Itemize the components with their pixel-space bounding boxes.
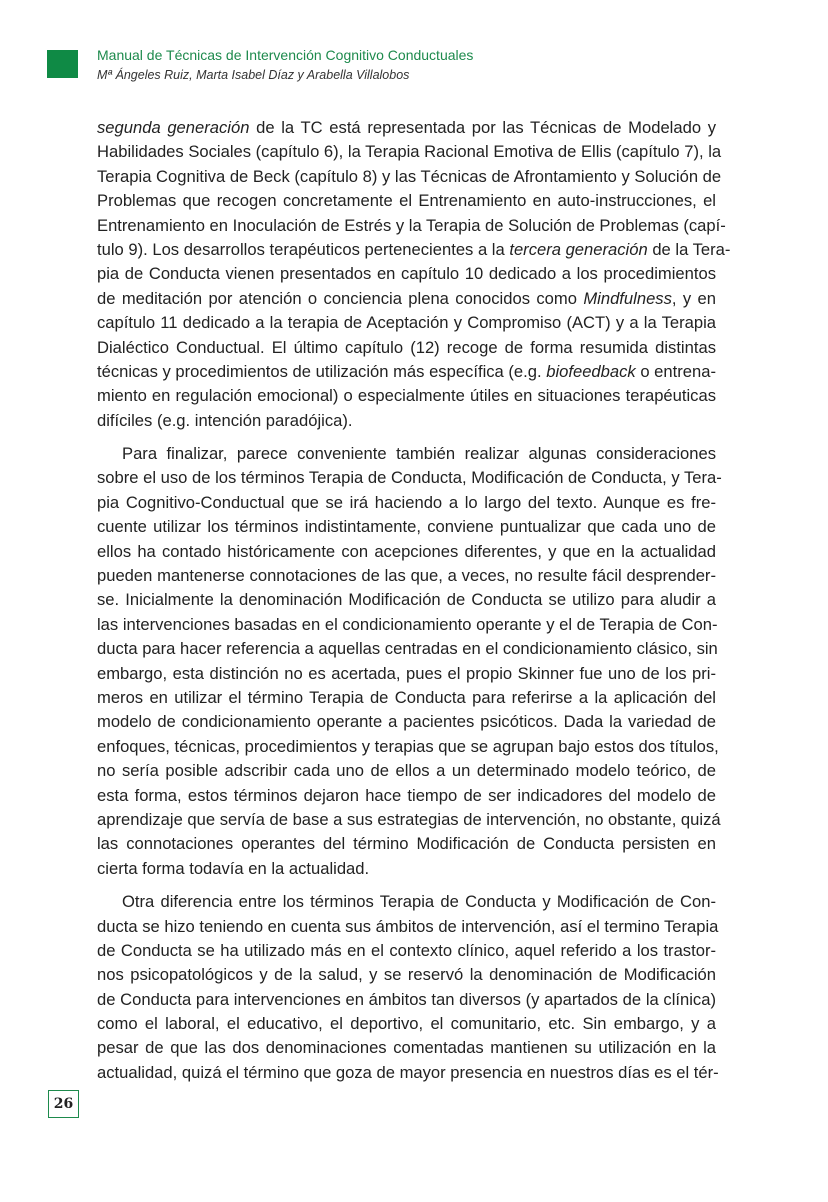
text-line: [97, 540, 716, 564]
body-text: [97, 116, 731, 1094]
text-segment: pia de Conducta vienen presentados en capítulo 10 dedicado a los procedimientos: [97, 264, 716, 284]
text-line: [97, 165, 722, 189]
text-line: [97, 1061, 719, 1085]
text-segment: no sería posible adscribir cada uno de ellos a un determinado modelo teórico, de: [97, 761, 716, 781]
text-line: [97, 963, 716, 987]
text-segment: miento en regulación emocional) o especialmente útiles en situaciones terapéuticas: [97, 386, 716, 406]
text-line: [97, 311, 716, 335]
italic-text: tercera generación: [509, 239, 648, 259]
text-segment: Terapia Cognitiva de Beck (capítulo 8) y las Técnicas de Afrontamiento y Solución de: [97, 166, 722, 186]
text-segment: tulo 9). Los desarrollos terapéuticos pertenecientes a la: [97, 239, 510, 259]
page-number: 26: [48, 1090, 79, 1118]
text-segment: nos psicopatológicos y de la salud, y se reservó la denominación de Modificación: [97, 965, 716, 985]
text-line: [97, 336, 716, 360]
book-authors: Mª Ángeles Ruiz, Marta Isabel Díaz y Arabella Villalobos: [97, 68, 410, 82]
text-line: [97, 287, 716, 311]
text-segment: Otra diferencia entre los términos Terapia de Conducta y Modificación de Con-: [122, 892, 716, 912]
italic-text: segunda generación: [97, 118, 250, 137]
text-line: [97, 710, 716, 734]
text-line: [97, 116, 716, 140]
paragraph: [97, 442, 722, 881]
text-segment: de la TC está representada por las Técnicas de Modelado y: [249, 118, 716, 137]
text-segment: ellos ha contado históricamente con acepciones diferentes, y que en la actualidad: [97, 541, 716, 561]
italic-text: biofeedback: [546, 361, 636, 381]
text-line: [97, 360, 716, 384]
text-segment: sobre el uso de los términos Terapia de Conducta, Modificación de Conducta, y Tera-: [97, 468, 722, 488]
text-segment: o entrena-: [635, 361, 716, 381]
text-segment: enfoques, técnicas, procedimientos y terapias que se agrupan bajo estos dos títulos,: [97, 736, 719, 756]
text-segment: técnicas y procedimientos de utilización más específica (e.g.: [97, 361, 547, 381]
text-line: [97, 189, 716, 213]
text-segment: cierta forma todavía en la actualidad.: [97, 858, 370, 878]
text-segment: Para finalizar, parece conveniente también realizar algunas consideraciones: [122, 444, 716, 464]
text-line: [97, 890, 716, 914]
text-segment: de Conducta se ha utilizado más en el contexto clínico, aquel referido a los trastor-: [97, 940, 716, 960]
book-title: Manual de Técnicas de Intervención Cognitivo Conductuales: [97, 47, 474, 63]
text-line: [97, 1012, 716, 1036]
text-segment: aprendizaje que servía de base a sus estrategias de intervención, no obstante, quizá: [97, 809, 721, 829]
text-segment: Problemas que recogen concretamente el Entrenamiento en auto-instrucciones, el: [97, 191, 716, 211]
text-segment: Dialéctico Conductual. El último capítulo (12) recoge de forma resumida distintas: [97, 337, 716, 357]
text-line: [97, 686, 716, 710]
text-segment: Habilidades Sociales (capítulo 6), la Terapia Racional Emotiva de Ellis (capítulo 7), la: [97, 142, 722, 162]
text-segment: modelo de condicionamiento operante a pacientes psicóticos. Dada la variedad de: [97, 712, 716, 732]
text-line: [97, 613, 716, 637]
text-segment: como el laboral, el educativo, el deportivo, el comunitario, etc. Sin embargo, y a: [97, 1014, 716, 1034]
text-line: [97, 915, 719, 939]
text-line: [97, 442, 716, 466]
text-line: [97, 637, 716, 661]
text-segment: meros en utilizar el término Terapia de Conducta para referirse a la aplicación del: [97, 687, 716, 707]
text-line: [97, 735, 719, 759]
italic-text: Mindfulness: [583, 288, 672, 308]
text-segment: difíciles (e.g. intención paradójica).: [97, 410, 353, 430]
text-segment: de meditación por atención o conciencia plena conocidos como: [97, 288, 584, 308]
text-line: [97, 466, 722, 490]
text-line: [97, 515, 716, 539]
paragraph: [97, 116, 731, 433]
text-segment: se. Inicialmente la denominación Modificación de Conducta se utilizo para aludir a: [97, 590, 716, 610]
text-line: [97, 784, 716, 808]
text-line: [97, 238, 731, 262]
text-line: [97, 808, 721, 832]
text-segment: Entrenamiento en Inoculación de Estrés y la Terapia de Solución de Problemas (capí-: [97, 215, 726, 235]
text-segment: capítulo 11 dedicado a la terapia de Aceptación y Compromiso (ACT) y a la Terapia: [97, 313, 716, 333]
header-accent-square: [47, 50, 78, 78]
text-line: [97, 588, 716, 612]
text-line: [97, 491, 716, 515]
text-segment: actualidad, quizá el término que goza de mayor presencia en nuestros días es el tér-: [97, 1062, 719, 1082]
text-line: [97, 988, 716, 1012]
text-line: [97, 662, 716, 686]
text-segment: ducta se hizo teniendo en cuenta sus ámbitos de intervención, así el termino Terapia: [97, 916, 719, 936]
text-segment: pesar de que las dos denominaciones comentadas mantienen su utilización en la: [97, 1038, 716, 1058]
text-segment: esta forma, estos términos dejaron hace tiempo de ser indicadores del modelo de: [97, 785, 716, 805]
paragraph: [97, 890, 719, 1085]
text-segment: de la Tera-: [647, 239, 731, 259]
text-segment: pia Cognitivo-Conductual que se irá haciendo a lo largo del texto. Aunque es fre-: [97, 492, 716, 512]
text-line: [97, 832, 716, 856]
text-line: [97, 759, 716, 783]
text-segment: , y en: [671, 288, 717, 308]
text-line: [97, 262, 716, 286]
text-line: [97, 1036, 716, 1060]
text-segment: cuente utilizar los términos indistintamente, conviene puntualizar que cada uno de: [97, 517, 716, 537]
text-segment: ducta para hacer referencia a aquellas centradas en el condicionamiento clásico, sin: [97, 639, 718, 659]
text-line: [97, 857, 716, 881]
text-line: [97, 214, 726, 238]
text-line: [97, 140, 722, 164]
text-segment: embargo, esta distinción no es acertada, pues el propio Skinner fue uno de los pri-: [97, 663, 716, 683]
text-line: [97, 564, 716, 588]
text-segment: de Conducta para intervenciones en ámbitos tan diversos (y apartados de la clínica): [97, 989, 716, 1009]
text-segment: las connotaciones operantes del término Modificación de Conducta persisten en: [97, 834, 716, 854]
text-segment: pueden mantenerse connotaciones de las que, a veces, no resulte fácil desprender-: [97, 566, 716, 586]
text-line: [97, 409, 716, 433]
text-segment: las intervenciones basadas en el condicionamiento operante y el de Terapia de Con-: [97, 614, 718, 634]
text-line: [97, 384, 716, 408]
text-line: [97, 939, 716, 963]
